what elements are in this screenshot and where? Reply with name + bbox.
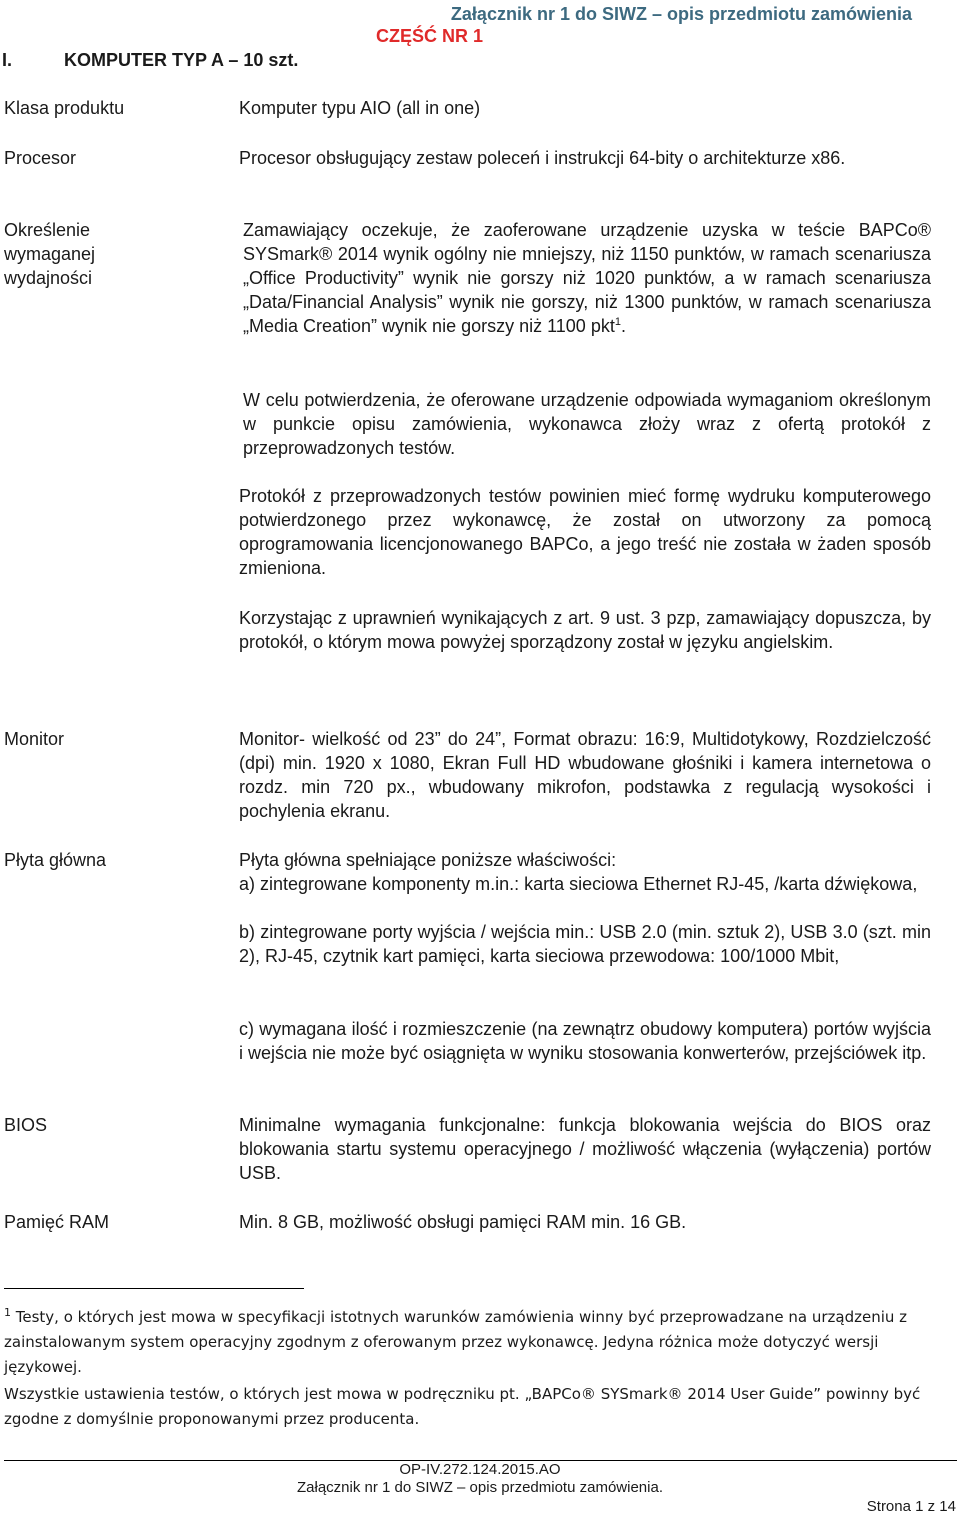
monitor-value: Monitor- wielkość od 23” do 24”, Format obrazu: 16:9, Multidotykowy, Rozdzielczość (dpi) min. 1920 x 1080, Ekran Full HD wbudowane głośniki i kamera internetowa o rozdz. min 720 px., wbudowany mikrofon, podstawka z regulacją wysokości i pochylenia ekranu. — [239, 729, 931, 821]
footer-document-name: Załącznik nr 1 do SIWZ – opis przedmiotu zamówienia. — [297, 1479, 663, 1496]
ram-value: Min. 8 GB, możliwość obsługi pamięci RAM min. 16 GB. — [239, 1212, 687, 1232]
procesor-value: Procesor obsługujący zestaw poleceń i instrukcji 64-bity o architekturze x86. — [239, 148, 846, 168]
bios-label: BIOS — [4, 1115, 48, 1135]
page-number: Strona 1 z 14 — [866, 1498, 956, 1515]
footer-reference-code: OP-IV.272.124.2015.AO — [399, 1461, 561, 1478]
footnote-separator — [4, 1288, 304, 1289]
document-title: Załącznik nr 1 do SIWZ – opis przedmiotu zamówienia — [450, 4, 912, 24]
part-number: CZĘŚĆ NR 1 — [376, 26, 484, 46]
section-title: KOMPUTER TYP A – 10 szt. — [64, 50, 299, 70]
plyta-item-a: a) zintegrowane komponenty m.in.: karta sieciowa Ethernet RJ-45, /karta dźwiękowa, — [239, 874, 918, 894]
footnote-number: 1 — [4, 1306, 11, 1319]
bios-value: Minimalne wymagania funkcjonalne: funkcja blokowania wejścia do BIOS oraz blokowania startu systemu operacyjnego / możliwość włączenia (wyłączenia) portów USB. — [239, 1115, 931, 1183]
monitor-label: Monitor — [4, 729, 65, 749]
plyta-label: Płyta główna — [4, 850, 107, 870]
wydajnosc-p1-end: . — [620, 316, 626, 336]
procesor-label: Procesor — [4, 148, 77, 168]
footnote-1 — [4, 1305, 957, 1380]
ram-label: Pamięć RAM — [4, 1212, 110, 1232]
wydajnosc-paragraph-4: Korzystając z uprawnień wynikających z art. 9 ust. 3 pzp, zamawiający dopuszcza, by protokół, o którym mowa powyżej sporządzony został w języku angielskim. — [239, 608, 931, 652]
footnote-text-1: Testy, o których jest mowa w specyfikacji istotnych warunków zamówienia winny być przeprowadzane na urządzeniu z zainstalowanym system operacyjny zgodnym z oferowanym przez wykonawcę. Jedyna różnica może dotyczyć wersji językowej. — [4, 1308, 908, 1376]
klasa-value: Komputer typu AIO (all in one) — [239, 98, 481, 118]
section-heading — [2, 48, 298, 72]
plyta-item-c: c) wymagana ilość i rozmieszczenie (na zewnątrz obudowy komputera) portów wyjścia i wejścia nie może być osiągnięta w wyniku stosowania konwerterów, przejściówek itp. — [239, 1019, 931, 1063]
footnote-text-2: Wszystkie ustawienia testów, o których jest mowa w podręczniku pt. „BAPCo® SYSmark® 2014 User Guide” powinny być zgodne z domyślnie proponowanymi przez producenta. — [4, 1385, 921, 1428]
klasa-label: Klasa produktu — [4, 98, 125, 118]
wydajnosc-label: Określenie wymaganej wydajności — [4, 220, 96, 288]
plyta-item-b: b) zintegrowane porty wyjścia / wejścia min.: USB 2.0 (min. sztuk 2), USB 3.0 (szt. min 2), RJ-45, czytnik kart pamięci, karta sieciowa przewodowa: 100/1000 Mbit, — [239, 922, 931, 966]
wydajnosc-paragraph-1 — [243, 218, 931, 338]
wydajnosc-p1-text: Zamawiający oczekuje, że zaoferowane urządzenie uzyska w teście BAPCo® SYSmark® 2014 wynik ogólny nie mniejszy, niż 1150 punktów, w ramach scenariusza „Office Productivity” wynik nie gorszy niż 1020 punktów, a w ramach scenariusza „Data/Financial Analysis” wynik nie gorszy, niż 1300 punktów, w ramach scenariusza „Media Creation” wynik nie gorszy niż 1100 pkt — [243, 220, 931, 336]
section-number: I. — [2, 50, 13, 70]
plyta-intro: Płyta główna spełniające poniższe właściwości: — [239, 850, 617, 870]
footnote-ref: 1 — [614, 316, 621, 328]
wydajnosc-paragraph-3: Protokół z przeprowadzonych testów powinien mieć formę wydruku komputerowego potwierdzonego przez wykonawcę, że został on utworzony za pomocą oprogramowania licencjonowanego BAPCo, a jego treść nie została w żaden sposób zmieniona. — [239, 486, 931, 578]
wydajnosc-paragraph-2: W celu potwierdzenia, że oferowane urządzenie odpowiada wymaganiom określonym w punkcie opisu zamówienia, wykonawca złoży wraz z ofertą protokół z przeprowadzonych testów. — [243, 390, 931, 458]
